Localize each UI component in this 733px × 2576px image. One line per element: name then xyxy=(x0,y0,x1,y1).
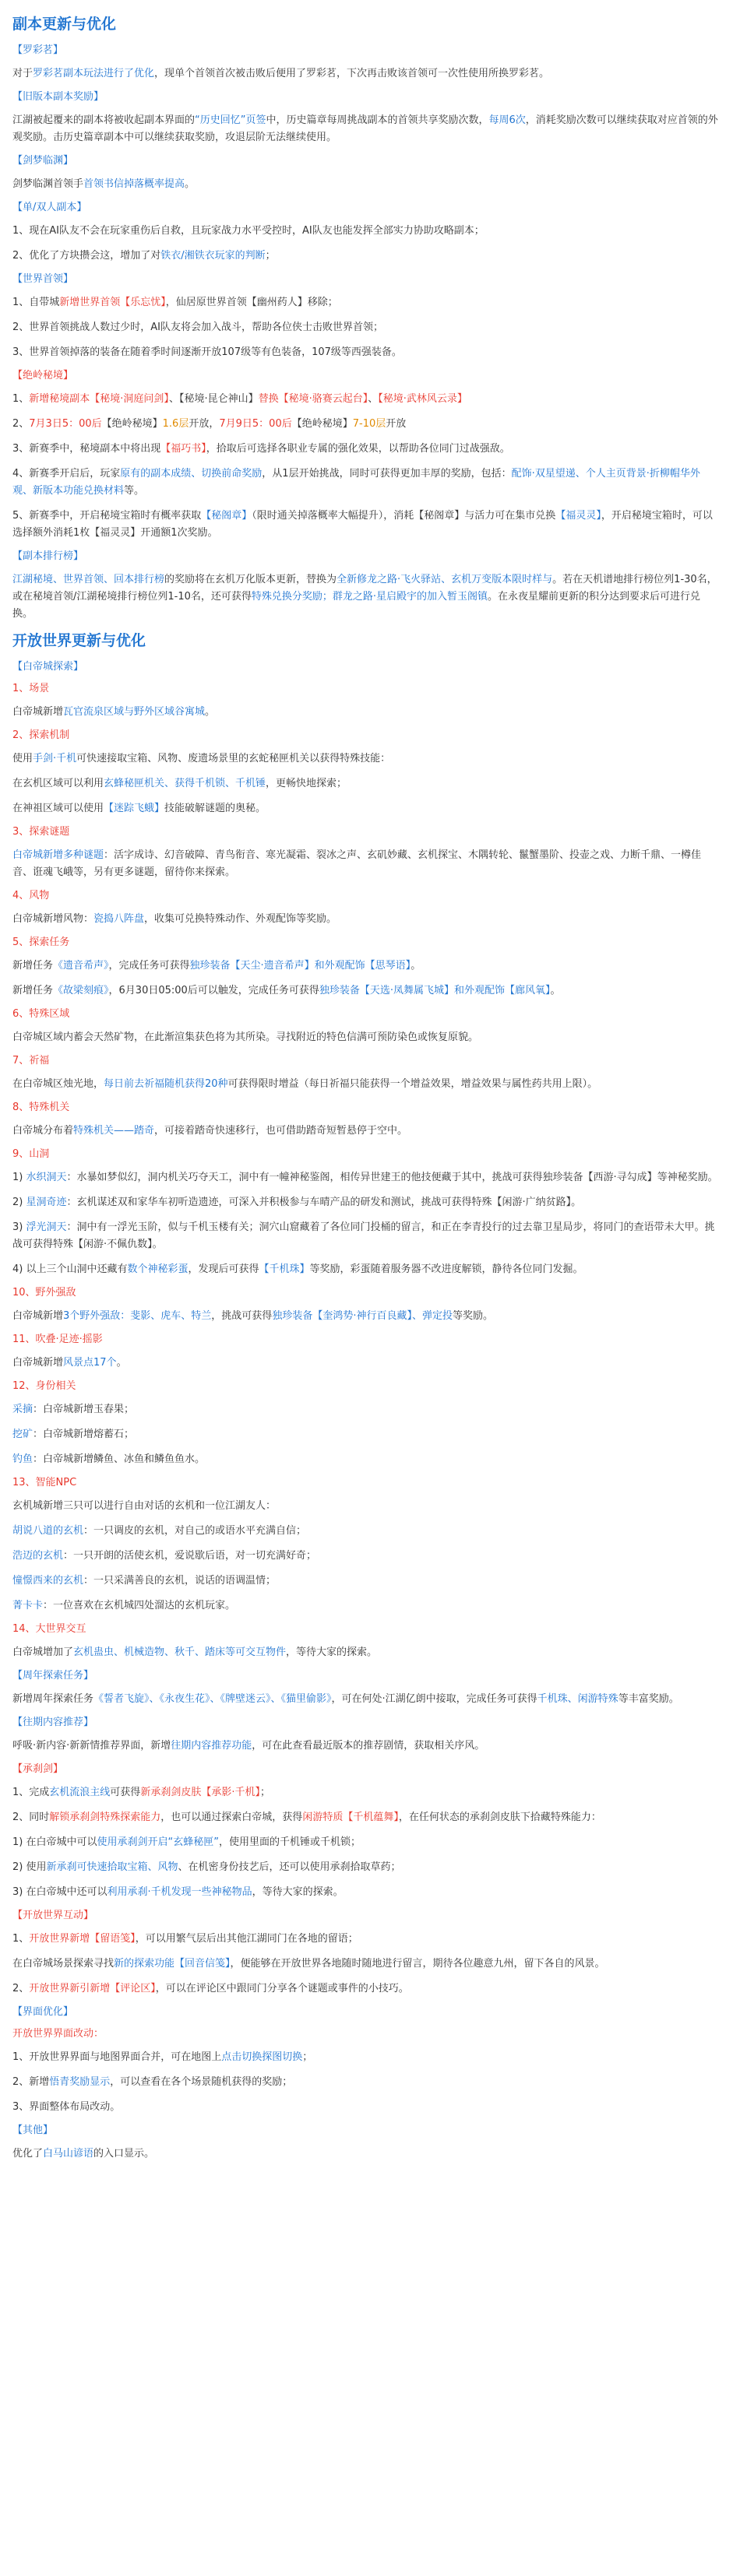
highlighted-text: 水织洞天 xyxy=(26,1172,67,1183)
text-segment: 开放， xyxy=(189,418,220,430)
highlighted-text: 《故梁刻痕》 xyxy=(53,985,109,996)
highlighted-text: 【秘境·武林风云录】 xyxy=(378,393,467,405)
paragraph xyxy=(12,1123,719,1140)
text-segment: 新增任务 xyxy=(12,960,54,972)
paragraph xyxy=(12,847,719,881)
text-segment: 3) 在白帝城中还可以 xyxy=(12,1886,107,1898)
text-segment: 新增周年探索任务 xyxy=(12,1693,94,1705)
highlighted-text: 浩迈的玄机 xyxy=(12,1550,64,1562)
text-segment: 11、吹叠·足迹·摇影 xyxy=(12,1334,103,1345)
highlighted-text: 【迷踪飞蛾】 xyxy=(104,803,165,814)
subheading xyxy=(12,369,719,383)
paragraph xyxy=(12,319,719,336)
paragraph xyxy=(12,176,719,193)
highlighted-text: 1.6层 xyxy=(162,418,189,430)
paragraph xyxy=(12,1859,719,1876)
highlighted-text: 白马山谚语 xyxy=(43,2148,94,2160)
text-segment: 6、特殊区域 xyxy=(12,1008,70,1020)
text-segment: ，收集可兑换特殊动作、外观配饰等奖励。 xyxy=(144,913,337,925)
highlighted-text: 7月9日5：00后 xyxy=(219,418,292,430)
highlighted-text: 往期内容推荐功能 xyxy=(171,1740,252,1752)
subheading xyxy=(12,660,719,674)
text-segment: 在神祖区域可以使用 xyxy=(12,803,104,814)
subheading xyxy=(12,1054,719,1068)
text-segment: ，使用里面的千机锤或千机锁； xyxy=(218,1836,361,1848)
highlighted-text: 菁卡卡 xyxy=(12,1600,44,1611)
subheading xyxy=(12,1379,719,1393)
text-segment: 。 xyxy=(550,985,561,996)
text-segment: 4、风物 xyxy=(12,890,50,901)
subheading xyxy=(12,2027,719,2041)
text-segment: 【绝岭秘境】 xyxy=(291,418,353,430)
paragraph xyxy=(12,1169,719,1186)
text-segment: 。若在天机谱地排行榜位列1-30名，或在秘境首领/江湖秘境排行榜位列1-10名，还可获得 xyxy=(12,574,717,603)
text-segment: 【副本排行榜】 xyxy=(12,550,84,562)
subheading xyxy=(12,550,719,564)
text-segment: 1、 xyxy=(12,1933,30,1945)
subheading xyxy=(12,1286,719,1300)
subheading xyxy=(12,272,719,286)
text-segment: ：活字成诗、幻音破障、青鸟衔音、寒光凝霜、裂冰之声、玄矶妙藏、玄机探宝、木隅转轮、鬣蟹墨阶、投壶之戏、力断千鼎、一樽佳音、诳魂飞峨等，另有更多谜题，留待你来探索。 xyxy=(12,849,702,878)
paragraph xyxy=(12,1931,719,1948)
text-segment: ，等待大家的探索。 xyxy=(252,1886,344,1898)
paragraph xyxy=(12,1738,719,1755)
subheading xyxy=(12,1762,719,1776)
text-segment: ，完成任务可获得 xyxy=(108,960,190,972)
highlighted-text: 《誓者飞旋》、《永夜生花》、《牌壁迷云》、《猫里偷影》 xyxy=(93,1693,332,1705)
text-segment: 3、新赛季中，秘境副本中将出现 xyxy=(12,443,161,455)
text-segment: 、在机密身份技艺后，还可以使用承刹拾取草药； xyxy=(178,1861,401,1873)
subheading xyxy=(12,154,719,168)
highlighted-text: 新增世界首领【乐忘忧】 xyxy=(59,297,166,308)
subheading xyxy=(12,889,719,903)
subheading xyxy=(12,1716,719,1730)
text-segment: ，便能够在开放世界各地随时随地进行留言，期待各位趣意九州，留下各自的风景。 xyxy=(230,1958,605,1970)
text-segment: 4) 以上三个山洞中还藏有 xyxy=(12,1263,128,1275)
subheading xyxy=(12,201,719,215)
text-segment: 白帝城新增 xyxy=(12,1357,64,1369)
highlighted-text: 首领书信掉落概率提高 xyxy=(83,178,185,190)
text-segment: ，拾取后可选择各职业专属的强化效果，以帮助各位同门过战强敌。 xyxy=(206,443,510,455)
text-segment: 1、现在AI队友不会在玩家重伤后自救，且玩家战力水平受控时，AI队友也能发挥全部实力协助攻略副本； xyxy=(12,225,485,237)
paragraph xyxy=(12,2099,719,2116)
highlighted-text: 钓鱼 xyxy=(12,1453,33,1465)
text-segment: 7、祈福 xyxy=(12,1055,50,1067)
highlighted-text: 瓷捣八阵盘 xyxy=(93,913,145,925)
text-segment: 技能破解谜题的奥秘。 xyxy=(164,803,266,814)
paragraph xyxy=(12,775,719,792)
highlighted-text: 独珍装备【天选·凤舞属飞城】和外观配饰【廊风氧】 xyxy=(319,985,551,996)
subheading xyxy=(12,1476,719,1490)
paragraph xyxy=(12,911,719,928)
text-segment: 【开放世界互动】 xyxy=(12,1910,94,1921)
highlighted-text: “历史回忆”页签 xyxy=(195,114,266,126)
text-segment: 等。 xyxy=(124,485,145,497)
highlighted-text: 憧憬西来的玄机 xyxy=(12,1575,84,1587)
highlighted-text: 新的探索功能【回音信笺】 xyxy=(114,1958,231,1970)
text-segment: ：一只调皮的玄机，对自己的或语水平充满自信； xyxy=(83,1525,307,1537)
text-segment: ，可接着踏奇快速移行，也可借助踏奇短暂悬停于空中。 xyxy=(154,1125,408,1137)
text-segment: 4、新赛季开启后，玩家 xyxy=(12,468,121,480)
subheading xyxy=(12,729,719,743)
paragraph xyxy=(12,1644,719,1661)
highlighted-text: 采摘 xyxy=(12,1404,33,1415)
paragraph xyxy=(12,1076,719,1093)
text-segment: 江湖被起覆来的副本将被收起副本界面的 xyxy=(12,114,196,126)
paragraph xyxy=(12,2145,719,2163)
text-segment: 。在永夜星耀前更新的积分达到要求后可进行兑换。 xyxy=(12,591,701,620)
highlighted-text: 开放世界新增【留语笺】 xyxy=(29,1933,136,1945)
highlighted-text: 玄蜂秘匣机关、获得千机锁、千机锤 xyxy=(104,778,266,789)
text-segment: 2、世界首领挑战人数过少时，AI队友将会加入战斗，帮助各位侠士击败世界首领； xyxy=(12,322,383,333)
text-segment: 3、世界首领掉落的装备在随着季时间逐渐开放107级等有色装备，107级等西强装备。 xyxy=(12,346,402,358)
text-segment: 在白帝城区烛光地， xyxy=(12,1078,104,1090)
text-segment: 1、完成 xyxy=(12,1787,50,1798)
paragraph xyxy=(12,1548,719,1565)
text-segment: 等丰富奖励。 xyxy=(618,1693,679,1705)
text-segment: ：洞中有一浮光玉阶，似与千机玉楼有关；洞穴山窟藏着了各位同门投桶的留言，和正在李青投行的过去靠卫星局步，将同门的查语带未大甲。挑战可获得特殊【闲游·不佩仇数】。 xyxy=(12,1221,715,1250)
paragraph xyxy=(12,294,719,311)
text-segment: 【白帝城探索】 xyxy=(12,661,84,673)
text-segment: 2) 使用 xyxy=(12,1861,47,1873)
paragraph xyxy=(12,1597,719,1615)
subheading xyxy=(12,44,719,58)
text-segment: 【界面优化】 xyxy=(12,2006,74,2018)
subheading xyxy=(12,1909,719,1923)
paragraph xyxy=(12,65,719,83)
paragraph xyxy=(12,1956,719,1973)
text-segment: 5、探索任务 xyxy=(12,937,70,948)
text-segment: 5、新赛季中，开启秘境宝箱时有概率获取 xyxy=(12,510,202,522)
subheading xyxy=(12,936,719,950)
text-segment: 10、野外强敌 xyxy=(12,1287,76,1299)
text-segment: ，现单个首领首次被击败后便用了罗彩茗，下次再击败该首领可一次性使用所换罗彩茗。 xyxy=(154,68,550,79)
paragraph xyxy=(12,2074,719,2091)
highlighted-text: 3个野外强敌：斐影、虎车、特兰 xyxy=(63,1310,212,1322)
text-segment: 2、探索机制 xyxy=(12,729,70,741)
paragraph xyxy=(12,982,719,1000)
paragraph xyxy=(12,704,719,721)
text-segment: 白帝城增加了 xyxy=(12,1646,74,1658)
text-segment: 9、山洞 xyxy=(12,1148,50,1160)
paragraph xyxy=(12,1029,719,1046)
text-segment: 使用 xyxy=(12,753,33,764)
text-segment: 1、场景 xyxy=(12,683,50,694)
subheading xyxy=(12,2005,719,2019)
highlighted-text: 点击切换探图切换 xyxy=(221,2051,303,2063)
text-segment: ，可以查看在各个场景随机获得的奖励； xyxy=(110,2076,293,2088)
text-segment: 可获得 xyxy=(110,1787,141,1798)
paragraph xyxy=(12,344,719,361)
highlighted-text: 开放世界新引新增【评论区】 xyxy=(29,1983,156,1994)
highlighted-text: 解锁承刹剑特殊探索能力 xyxy=(49,1812,161,1823)
text-segment: 【承刹剑】 xyxy=(12,1763,64,1775)
text-segment: 3) xyxy=(12,1221,26,1233)
highlighted-text: 《遗音希声》 xyxy=(53,960,109,972)
text-segment: ，开启秘境宝箱时，可以选择额外消耗1枚【福灵灵】开通额1次奖励。 xyxy=(12,510,713,539)
paragraph xyxy=(12,1426,719,1443)
text-segment: ：白帝城新增玉春果； xyxy=(33,1404,135,1415)
highlighted-text: 【福巧书】 xyxy=(160,443,206,455)
text-segment: 2、优化了方块攒会这，增加了对 xyxy=(12,250,161,262)
highlighted-text: 瓦官流泉区域与野外区域谷寓城 xyxy=(63,706,206,718)
highlighted-text: 浮光洞天 xyxy=(26,1221,67,1233)
text-segment: 2、新增 xyxy=(12,2076,50,2088)
paragraph xyxy=(12,1219,719,1253)
highlighted-text: 挖矿 xyxy=(12,1429,33,1440)
text-segment: 。 xyxy=(185,178,196,190)
text-segment: 【绝岭秘境】 xyxy=(12,370,74,381)
paragraph xyxy=(12,1498,719,1515)
text-segment: ：白帝城新增鳞鱼、冰鱼和鳞鱼鱼水。 xyxy=(33,1453,206,1465)
text-segment: 开放世界界面改动： xyxy=(12,2028,104,2040)
text-segment: 【罗彩茗】 xyxy=(12,44,64,56)
paragraph xyxy=(12,441,719,458)
paragraph xyxy=(12,1691,719,1708)
highlighted-text: 独珍装备【奎鸿势·神行百良藏】、弹定投 xyxy=(272,1310,453,1322)
highlighted-text: 替换 xyxy=(258,393,279,405)
paragraph xyxy=(12,1809,719,1826)
text-segment: 。 xyxy=(205,706,216,718)
paragraph xyxy=(12,1308,719,1325)
text-segment: 白帝城分布着 xyxy=(12,1125,74,1137)
text-segment: ：一位喜欢在玄机城四处溜达的玄机玩家。 xyxy=(43,1600,236,1611)
paragraph xyxy=(12,1834,719,1851)
subheading xyxy=(12,825,719,839)
text-segment: 在白帝城场景探索寻找 xyxy=(12,1958,115,1970)
text-segment: 1、 xyxy=(12,393,30,405)
highlighted-text: 使用承刹剑开启“玄蜂秘匣” xyxy=(97,1836,219,1848)
text-segment: 【单/双人副本】 xyxy=(12,202,87,213)
text-segment: 2、同时 xyxy=(12,1812,50,1823)
text-segment: 13、智能NPC xyxy=(12,1477,77,1488)
highlighted-text: 独珍装备【天尘·遗音希声】和外观配饰【思琴语】 xyxy=(189,960,411,972)
paragraph xyxy=(12,1523,719,1540)
highlighted-text: 【千机珠】 xyxy=(259,1263,310,1275)
text-segment: 1、开放世界界面与地图界面合并，可在地图上 xyxy=(12,2051,222,2063)
text-segment: 白帝城新增风物： xyxy=(12,913,94,925)
text-segment: 新增任务 xyxy=(12,985,54,996)
text-segment: ，6月30日05:00后可以触发，完成任务可获得 xyxy=(108,985,319,996)
text-segment: 。 xyxy=(116,1357,127,1369)
text-segment: 12、身份相关 xyxy=(12,1380,76,1392)
text-segment: 白帝城新增 xyxy=(12,1310,64,1322)
text-segment: ，从1层开始挑战，同时可获得更加丰厚的奖励，包括： xyxy=(262,468,512,480)
text-segment: 优化了 xyxy=(12,2148,44,2160)
text-segment: 。 xyxy=(411,960,421,972)
highlighted-text: 特殊兑换分奖励；群龙之路·星启殿宇的加入暂玉阁镇 xyxy=(251,591,488,603)
paragraph xyxy=(12,391,719,408)
highlighted-text: 星洞奇迹 xyxy=(26,1197,67,1208)
paragraph xyxy=(12,1980,719,1998)
text-segment: 对于 xyxy=(12,68,33,79)
subheading xyxy=(12,1007,719,1021)
text-segment: 3、探索谜题 xyxy=(12,826,70,838)
text-segment: ，可以用繁气层后出其他江湖同门在各地的留语； xyxy=(135,1933,358,1945)
text-segment: ：水暴如梦似幻，洞内机关巧夺天工，洞中有一幢神秘鉴阁，相传异世建王的他技便藏于其中，挑战可获得独珍装备【西游·寻勾成】等神秘奖励。 xyxy=(66,1172,718,1183)
paragraph xyxy=(12,958,719,975)
text-segment: ：白帝城新增熔蓄石； xyxy=(33,1429,135,1440)
paragraph xyxy=(12,112,719,146)
paragraph xyxy=(12,800,719,817)
paragraph xyxy=(12,1401,719,1418)
text-segment: ：一只开朗的活使玄机，爱说歇后语，对一切充满好奇； xyxy=(63,1550,317,1562)
text-segment: 1、自带城 xyxy=(12,297,60,308)
text-segment: ； xyxy=(259,1787,270,1798)
text-segment: 14、大世界交互 xyxy=(12,1623,86,1635)
highlighted-text: 全新修龙之路·飞火驿站、玄机万变版本限时样与 xyxy=(337,574,553,585)
text-segment: ，消耗奖励次数可以继续获取对应首领的外观奖励。击历史篇章副本中可以继续获取奖励，攻退层阶无法继续使用。 xyxy=(12,114,718,143)
highlighted-text: 闲游特质【千机蕴舞】 xyxy=(302,1812,399,1823)
subheading xyxy=(12,1333,719,1347)
text-segment: ； xyxy=(302,2051,313,2063)
highlighted-text: 【秘境·骆赛云起台】 xyxy=(278,393,368,405)
highlighted-text: 配饰·双星望递、个人主页背景·折柳帽华外观、新版本功能兑换材料 xyxy=(12,468,700,497)
highlighted-text: 每日前去祈福随机获得20种 xyxy=(104,1078,228,1090)
highlighted-text: 手剑·千机 xyxy=(33,753,77,764)
highlighted-text: 胡说八道的玄机 xyxy=(12,1525,84,1537)
subheading xyxy=(12,1147,719,1161)
highlighted-text: 原有的副本成绩、切换前命奖励 xyxy=(120,468,263,480)
paragraph xyxy=(12,1884,719,1901)
highlighted-text: 罗彩茗副本玩法进行了优化 xyxy=(33,68,155,79)
highlighted-text: 玄机蛊虫、机械造物、秋千、踏床等可交互物件 xyxy=(73,1646,287,1658)
paragraph xyxy=(12,1194,719,1211)
text-segment: 的入口显示。 xyxy=(93,2148,155,2160)
paragraph xyxy=(12,2049,719,2066)
paragraph xyxy=(12,1784,719,1801)
text-segment: ； xyxy=(265,250,276,262)
text-segment: 、【秘境·昆仑神山】 xyxy=(168,393,259,405)
paragraph xyxy=(12,1451,719,1468)
highlighted-text: 利用承刹·千机发现一些神秘物品 xyxy=(107,1886,252,1898)
subheading xyxy=(12,1622,719,1636)
text-segment: ，也可以通过探索白帝城，获得 xyxy=(160,1812,303,1823)
text-segment: 呼吸·新内容·新新情推荐界面，新增 xyxy=(12,1740,171,1752)
paragraph xyxy=(12,1573,719,1590)
paragraph xyxy=(12,223,719,240)
subheading xyxy=(12,2124,719,2138)
highlighted-text: 新增秘境副本 xyxy=(29,393,90,405)
text-segment: 白帝城区域内蓄会天然矿物，在此渐渲集获色将为其所染。寻找附近的特色信满可预防染色或恢复原貌。 xyxy=(12,1031,479,1043)
text-segment: 的奖励将在玄机万化版本更新，替换为 xyxy=(164,574,337,585)
highlighted-text: 江湖秘境、世界首领、回本排行榜 xyxy=(12,574,165,585)
text-segment: （限时通关掉落概率大幅提升），消耗【秘阁章】与活力可在集市兑换 xyxy=(252,510,556,522)
paragraph xyxy=(12,571,719,623)
text-segment: ，可在此查看最近版本的推荐剧情，获取相关序风。 xyxy=(252,1740,485,1752)
highlighted-text: 千机珠、闲游特殊 xyxy=(537,1693,618,1705)
text-segment: 2、 xyxy=(12,418,30,430)
text-segment: 等奖励，彩蛋随着服务器不改进度解锁，静待各位同门发掘。 xyxy=(309,1263,583,1275)
text-segment: ，在任何状态的承刹剑皮肤下拾藏特殊能力： xyxy=(398,1812,601,1823)
highlighted-text: 风景点17个 xyxy=(63,1357,117,1369)
text-segment: 剑梦临渊首领手 xyxy=(12,178,84,190)
highlighted-text: 【秘境·洞庭问剑】 xyxy=(90,393,169,405)
text-segment: 在玄机区域可以利用 xyxy=(12,778,104,789)
text-segment: 2) xyxy=(12,1197,26,1208)
highlighted-text: 【福灵灵】 xyxy=(555,510,601,522)
highlighted-text: 特殊机关——踏奇 xyxy=(73,1125,155,1137)
text-segment: ，可在何处·江湖亿朗中接取，完成任务可获得 xyxy=(331,1693,537,1705)
text-segment: ，等待大家的探索。 xyxy=(286,1646,378,1658)
subheading xyxy=(12,1101,719,1115)
highlighted-text: 悟青奖励显示 xyxy=(49,2076,111,2088)
text-segment: 【其他】 xyxy=(12,2124,54,2136)
paragraph xyxy=(12,1261,719,1278)
text-segment: 、 xyxy=(368,393,379,405)
text-segment: 【绝岭秘境】 xyxy=(101,418,163,430)
highlighted-text: 7-10层 xyxy=(352,418,386,430)
text-segment: ，挑战可获得 xyxy=(211,1310,273,1322)
text-segment: 【周年探索任务】 xyxy=(12,1670,94,1682)
paragraph xyxy=(12,508,719,542)
highlighted-text: 白帝城新增多种谜题 xyxy=(12,849,104,861)
subheading xyxy=(12,90,719,104)
text-segment: 中，历史篇章每周挑战副本的首领共享奖励次数， xyxy=(266,114,489,126)
text-segment: 3、界面整体布局改动。 xyxy=(12,2101,121,2113)
section-title: 开放世界更新与优化 xyxy=(12,632,146,649)
text-segment: 1) xyxy=(12,1172,26,1183)
section-title: 副本更新与优化 xyxy=(12,16,117,33)
text-segment: 8、特殊机关 xyxy=(12,1102,70,1113)
text-segment: ：一只采满善良的玄机，说话的语调温情； xyxy=(83,1575,277,1587)
highlighted-text: 数个神秘彩蛋 xyxy=(127,1263,189,1275)
text-segment: 可快速接取宝箱、风物、废遗场景里的玄蛇秘匣机关以获得特殊技能： xyxy=(76,753,391,764)
text-segment: 白帝城新增 xyxy=(12,706,64,718)
paragraph xyxy=(12,1355,719,1372)
subheading xyxy=(12,682,719,696)
highlighted-text: 铁衣/湘铁衣玩家的判断 xyxy=(160,250,266,262)
highlighted-text: 7月3日5：00后 xyxy=(29,418,102,430)
text-segment: 玄机城新增三只可以进行自由对话的玄机和一位江湖友人： xyxy=(12,1500,277,1512)
text-segment: 【旧版本副本奖励】 xyxy=(12,91,104,103)
paragraph xyxy=(12,248,719,265)
highlighted-text: 每周6次 xyxy=(488,114,526,126)
highlighted-text: 【秘阁章】 xyxy=(201,510,252,522)
highlighted-text: 玄机流浪主线 xyxy=(49,1787,111,1798)
text-segment: 【世界首领】 xyxy=(12,273,74,285)
paragraph xyxy=(12,466,719,500)
text-segment: 【往期内容推荐】 xyxy=(12,1717,94,1728)
text-segment: 等奖励。 xyxy=(452,1310,493,1322)
text-segment: 2、 xyxy=(12,1983,30,1994)
paragraph xyxy=(12,416,719,433)
paragraph xyxy=(12,750,719,768)
highlighted-text: 新承刹可快速拾取宝箱、风物 xyxy=(46,1861,178,1873)
text-segment: ，发现后可获得 xyxy=(188,1263,259,1275)
text-segment: ，仙居原世界首领【幽州药人】移除； xyxy=(165,297,338,308)
text-segment: ，更畅快地探索； xyxy=(266,778,347,789)
highlighted-text: 新承刹剑皮肤【承影·千机】 xyxy=(140,1787,260,1798)
text-segment: ：玄机谋述双和家华车初听造遗迹，可深入并积极参与车晴产品的研发和测试，挑战可获得特殊【闲游·广纳贫路】。 xyxy=(66,1197,582,1208)
text-segment: 开放 xyxy=(386,418,407,430)
text-segment: 1) 在白帝城中可以 xyxy=(12,1836,97,1848)
subheading xyxy=(12,1669,719,1683)
text-segment: 【剑梦临渊】 xyxy=(12,155,74,167)
text-segment: ，可以在评论区中跟同门分享各个谜题或事件的小技巧。 xyxy=(155,1983,409,1994)
text-segment: 可获得限时增益（每日祈福只能获得一个增益效果，增益效果与属性药共用上限）。 xyxy=(227,1078,598,1090)
